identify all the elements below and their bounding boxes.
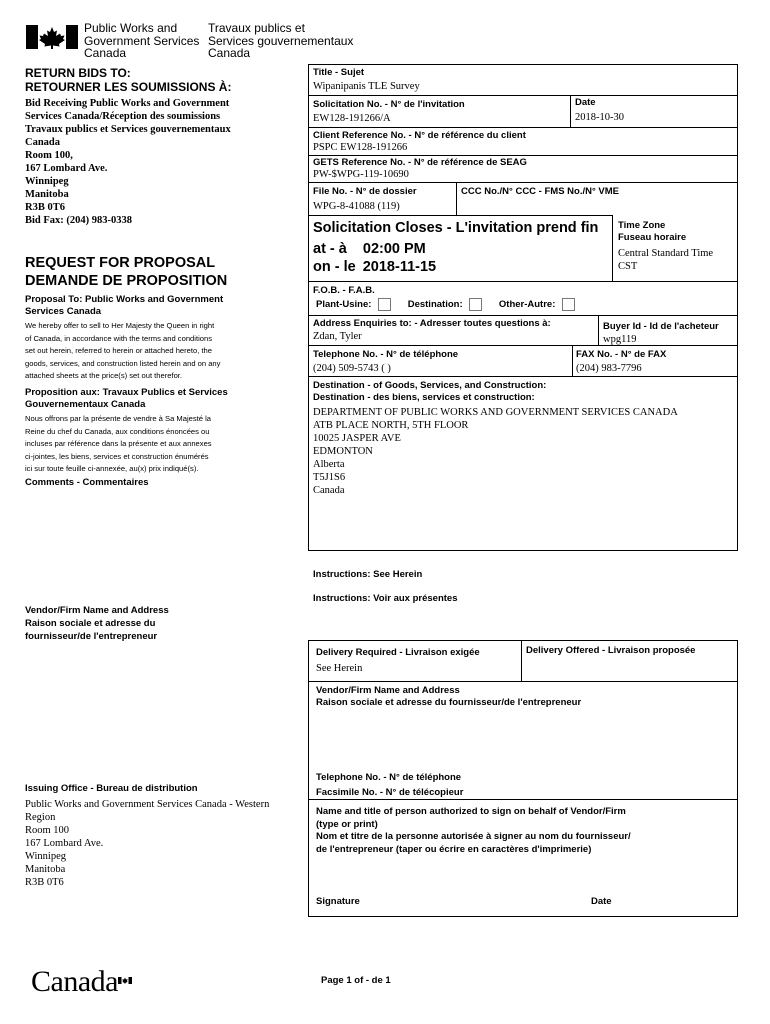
issuing-line: Manitoba: [25, 864, 66, 875]
dept-en-line3: Canada: [84, 46, 127, 60]
vendor-left-label: [25, 604, 169, 643]
timezone-label: [618, 220, 686, 244]
vendor-telephone-label: Telephone No. - N° de téléphone: [316, 772, 462, 783]
dept-fr-line3: Canada: [208, 46, 251, 60]
return-line: R3B 0T6: [25, 202, 65, 213]
destination-line: DEPARTMENT OF PUBLIC WORKS AND GOVERNMENT SERVICES CANADA: [313, 407, 678, 418]
issuing-line: Region: [25, 812, 56, 823]
destination-checkbox[interactable]: [469, 298, 482, 311]
ccc-label: CCC No./N° CCC - FMS No./N° VME: [461, 186, 620, 197]
telephone-label: Telephone No. - N° de téléphone: [313, 349, 459, 360]
proposal-to-label-line1: Proposal To: Public Works and Government: [25, 294, 224, 305]
buyer-id-value[interactable]: wpg119: [603, 334, 637, 345]
dept-fr-line2: Services gouvernementaux: [208, 33, 354, 48]
dept-fr-line1: Travaux publics et: [208, 21, 305, 35]
proposal-line: We hereby offer to sell to Her Majesty the Queen in right: [25, 321, 215, 330]
return-line: 167 Lombard Ave.: [25, 163, 108, 174]
on-label: on - le: [313, 259, 356, 275]
return-line: Services Canada/Réception des soumissions: [25, 111, 221, 122]
dept-en-line2: Government Services: [84, 33, 200, 48]
vendor-left-line1: Vendor/Firm Name and Address: [25, 605, 169, 616]
destination-option-label: Destination:: [407, 299, 463, 311]
proposal-line: of Canada, in accordance with the terms and conditions: [25, 333, 212, 343]
plant-checkbox[interactable]: [378, 298, 391, 311]
return-line: Bid Receiving Public Works and Government: [25, 98, 230, 109]
authorized-line: Nom et titre de la personne autorisée à signer au nom du fournisseur/: [316, 831, 631, 842]
timezone-value-line1: Central Standard Time: [618, 248, 714, 259]
comments-field[interactable]: [25, 492, 295, 597]
destination-line: Alberta: [313, 459, 345, 470]
closing-date-row: [313, 259, 436, 275]
destination-label: [313, 380, 546, 404]
return-line: Travaux publics et Services gouvernementaux: [25, 124, 231, 135]
buyer-id-label: Buyer Id - Id de l'acheteur: [603, 321, 719, 332]
vendor-left-field[interactable]: [25, 645, 295, 775]
issuing-line: R3B 0T6: [25, 877, 64, 888]
destination-label-fr: Destination - des biens, services et construction:: [313, 392, 535, 403]
destination-line: Canada: [313, 485, 345, 496]
title-value[interactable]: Wipanipanis TLE Survey: [313, 81, 420, 92]
address-enquiries-value[interactable]: Zdan, Tyler: [313, 331, 362, 342]
facsimile-label: Facsimile No. - N° de télécopieur: [316, 787, 464, 798]
proposition-line: ci-jointes, les biens, services et construction énumérés: [25, 451, 209, 461]
date-label: Date: [575, 97, 596, 108]
dept-name-en: [84, 22, 199, 60]
page-number: Page 1 of - de 1: [321, 975, 391, 986]
canada-wordmark: [31, 965, 118, 999]
instructions-fr: Instructions: Voir aux présentes: [313, 593, 458, 604]
timezone-value-line2: CST: [618, 261, 638, 272]
issuing-line: Winnipeg: [25, 851, 66, 862]
proposition-line: Reine du chef du Canada, aux conditions énoncées ou: [25, 426, 210, 436]
signature-date-label: Date: [591, 896, 612, 907]
return-line: Winnipeg: [25, 176, 69, 187]
gets-value[interactable]: PW-$WPG-119-10690: [313, 169, 409, 180]
proposal-to-label: [25, 294, 223, 318]
delivery-required-value[interactable]: See Herein: [316, 663, 363, 674]
return-line: Manitoba: [25, 189, 69, 200]
authorized-person-field[interactable]: [312, 862, 732, 892]
destination-line: ATB PLACE NORTH, 5TH FLOOR: [313, 420, 469, 431]
solicitation-label: Solicitation No. - N° de l'invitation: [313, 99, 465, 110]
authorized-line: (type or print): [316, 818, 378, 830]
timezone-label-en: Time Zone: [618, 220, 666, 231]
gets-label: GETS Reference No. - N° de référence de SEAG: [313, 157, 527, 168]
proposition-label-line2: Gouvernementaux Canada: [25, 399, 146, 410]
authorized-line: Name and title of person authorized to sign on behalf of Vendor/Firm: [316, 806, 626, 817]
instructions-en: Instructions: See Herein: [313, 569, 423, 580]
proposition-line: incluses par référence dans la présente et aux annexes: [25, 439, 212, 449]
proposition-text: [25, 413, 212, 476]
delivery-required-label: Delivery Required - Livraison exigée: [316, 647, 480, 658]
destination-line: T5J1S6: [313, 472, 346, 483]
solicitation-value[interactable]: EW128-191266/A: [313, 113, 391, 124]
vendor-name-label-en: Vendor/Firm Name and Address: [316, 685, 460, 696]
plant-label: Plant-Usine:: [316, 299, 372, 311]
return-bids-en: RETURN BIDS TO:: [25, 66, 131, 80]
dept-en-line1: Public Works and: [84, 21, 178, 35]
telephone-value[interactable]: (204) 509-5743 ( ): [313, 363, 391, 374]
rfp-title-fr: DEMANDE DE PROPOSITION: [25, 273, 228, 289]
authorized-line: de l'entrepreneur (taper ou écrire en caractères d'imprimerie): [316, 843, 592, 855]
fob-options: [316, 298, 575, 311]
closing-time-row: [313, 241, 426, 257]
delivery-offered-field[interactable]: [524, 658, 734, 678]
proposition-label-line1: Proposition aux: Travaux Publics et Services: [25, 387, 228, 398]
fob-label: F.O.B. - F.A.B.: [313, 285, 375, 296]
comments-label: Comments - Commentaires: [25, 477, 149, 488]
date-value[interactable]: 2018-10-30: [575, 112, 624, 123]
issuing-office-label: Issuing Office - Bureau de distribution: [25, 783, 198, 794]
vendor-name-label-fr: Raison sociale et adresse du fournisseur/de l'entrepreneur: [316, 697, 582, 708]
destination-line: EDMONTON: [313, 446, 373, 457]
destination-label-en: Destination - of Goods, Services, and Construction:: [313, 380, 547, 391]
on-value[interactable]: 2018-11-15: [362, 259, 437, 275]
fax-label: FAX No. - N° de FAX: [576, 349, 667, 360]
at-value[interactable]: 02:00 PM: [362, 241, 426, 257]
vendor-left-line2: Raison sociale et adresse du: [25, 618, 156, 629]
proposal-to-text: [25, 320, 220, 383]
wordmark-flag-icon: [118, 971, 132, 978]
address-enquiries-label: Address Enquiries to: - Adresser toutes questions à:: [313, 318, 551, 329]
issuing-line: Public Works and Government Services Canada - Western: [25, 799, 270, 810]
vendor-left-line3: fournisseur/de l'entrepreneur: [25, 631, 158, 642]
title-label: Title - Sujet: [313, 67, 365, 78]
return-line: Bid Fax: (204) 983-0338: [25, 215, 133, 226]
destination-address[interactable]: [313, 406, 678, 497]
closes-label: Solicitation Closes - L'invitation prend fin: [313, 220, 599, 236]
canada-wordmark-text: Canada: [31, 965, 118, 998]
other-checkbox[interactable]: [562, 298, 575, 311]
issuing-line: Room 100: [25, 825, 70, 836]
rfp-title: [25, 254, 227, 290]
canada-flag-icon: [26, 25, 78, 49]
proposition-line: ici sur toute feuille ci-annexée, au(x) prix indiqué(s).: [25, 464, 199, 474]
delivery-offered-label: Delivery Offered - Livraison proposée: [526, 645, 696, 656]
file-value[interactable]: WPG-8-41088 (119): [313, 201, 400, 212]
return-bids-fr: RETOURNER LES SOUMISSIONS À:: [25, 80, 232, 94]
vendor-name-label: [316, 685, 581, 709]
return-bids-address: [25, 97, 231, 227]
return-line: Room 100,: [25, 150, 73, 161]
issuing-office-address: [25, 798, 269, 889]
destination-line: 10025 JASPER AVE: [313, 433, 401, 444]
proposition-line: Nous offrons par la présente de vendre à Sa Majesté la: [25, 414, 212, 423]
fax-value[interactable]: (204) 983-7796: [576, 363, 642, 374]
signature-label: Signature: [316, 896, 360, 907]
dept-name-fr: [208, 22, 353, 60]
proposal-to-label-line2: Services Canada: [25, 306, 102, 317]
return-bids-title: [25, 66, 231, 94]
rfp-title-en: REQUEST FOR PROPOSAL: [25, 255, 216, 271]
timezone-value[interactable]: [618, 247, 713, 273]
authorized-person-label: [316, 806, 631, 856]
proposal-line: goods, services, and construction listed herein and on any: [25, 358, 221, 368]
proposal-line: set out herein, referred to herein or attached hereto, the: [25, 346, 213, 356]
at-label: at - à: [313, 241, 347, 257]
proposition-label: [25, 387, 228, 411]
issuing-line: 167 Lombard Ave.: [25, 838, 104, 849]
client-ref-label: Client Reference No. - N° de référence du client: [313, 130, 526, 141]
file-label: File No. - N° de dossier: [313, 186, 417, 197]
other-label: Other-Autre:: [498, 299, 556, 311]
vendor-name-field[interactable]: [312, 712, 732, 767]
timezone-label-fr: Fuseau horaire: [618, 232, 687, 243]
client-ref-value[interactable]: PSPC EW128-191266: [313, 142, 408, 153]
return-line: Canada: [25, 137, 61, 148]
proposal-line: attached sheets at the price(s) set out therefor.: [25, 371, 183, 381]
